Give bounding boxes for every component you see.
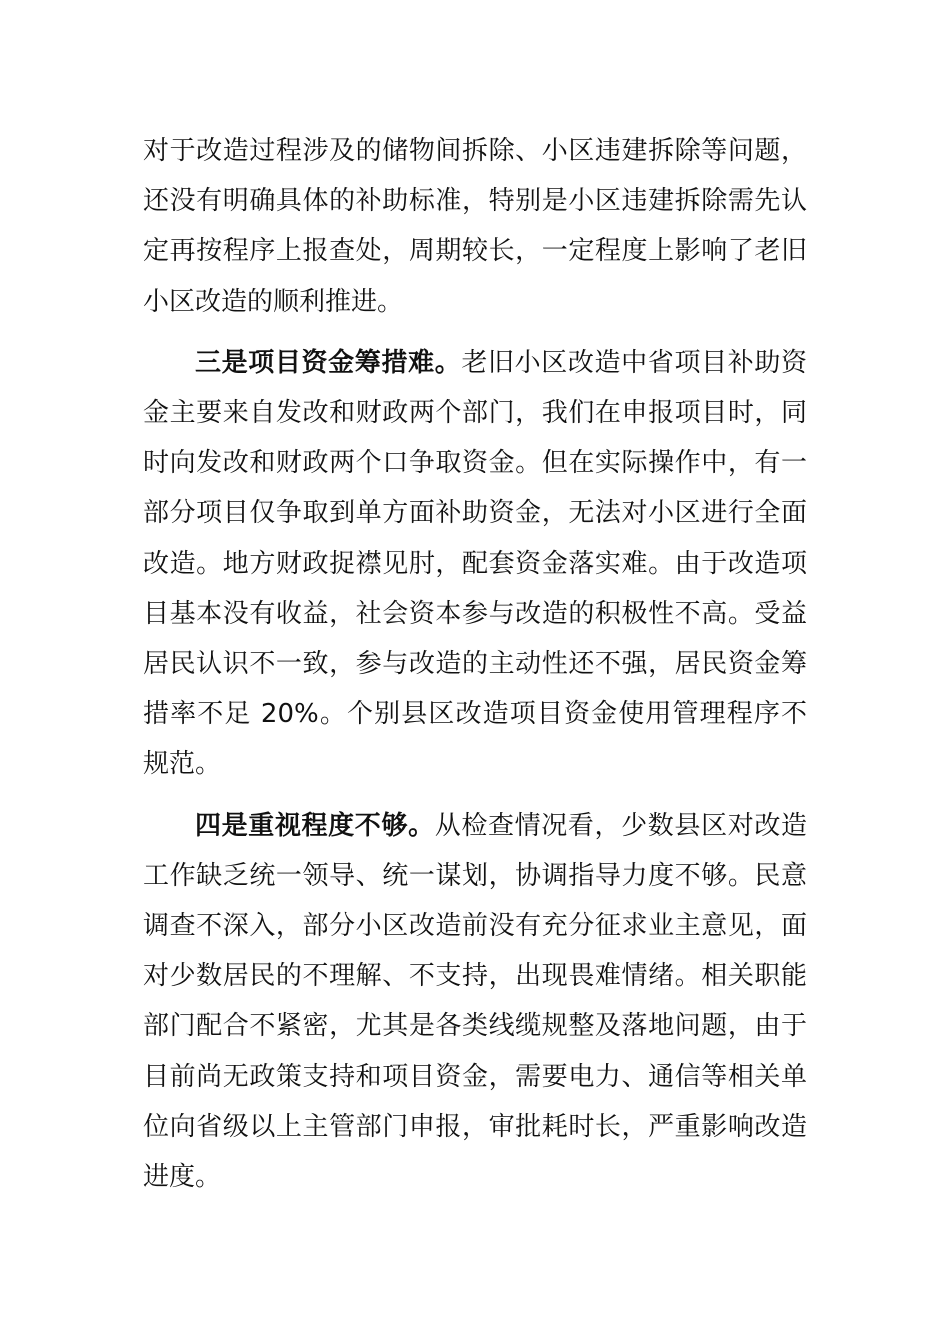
paragraph-attention bbox=[143, 801, 807, 1203]
paragraph-text: 对于改造过程涉及的储物间拆除、小区违建拆除等问题，还没有明确具体的补助标准，特别是小区违建拆除需先认定再按程序上报查处，周期较长，一定程度上影响了老旧小区改造的顺利推进。 bbox=[143, 136, 807, 317]
paragraph-funding bbox=[143, 338, 807, 790]
paragraph-text: 从检查情况看，少数县区对改造工作缺乏统一领导、统一谋划，协调指导力度不够。民意调查不深入，部分小区改造前没有充分征求业主意见，面对少数居民的不理解、不支持，出现畏难情绪。相关职能部门配合不紧密，尤其是各类线缆规整及落地问题，由于目前尚无政策支持和项目资金，需要电力、通信等相关单位向省级以上主管部门申报，审批耗时长，严重影响改造进度。 bbox=[143, 810, 807, 1193]
document-body bbox=[143, 126, 807, 1202]
paragraph-heading: 三是项目资金筹措难。 bbox=[195, 347, 462, 378]
paragraph-continuation bbox=[143, 126, 807, 327]
paragraph-heading: 四是重视程度不够。 bbox=[195, 810, 435, 841]
paragraph-text: 老旧小区改造中省项目补助资金主要来自发改和财政两个部门，我们在申报项目时，同时向发改和财政两个口争取资金。但在实际操作中，有一部分项目仅争取到单方面补助资金，无法对小区进行全面改造。地方财政捉襟见肘，配套资金落实难。由于改造项目基本没有收益，社会资本参与改造的积极性不高。受益居民认识不一致，参与改造的主动性还不强，居民资金筹措率不足 20%。个别县区改造项目资金使用管理程序不规范。 bbox=[143, 347, 807, 780]
